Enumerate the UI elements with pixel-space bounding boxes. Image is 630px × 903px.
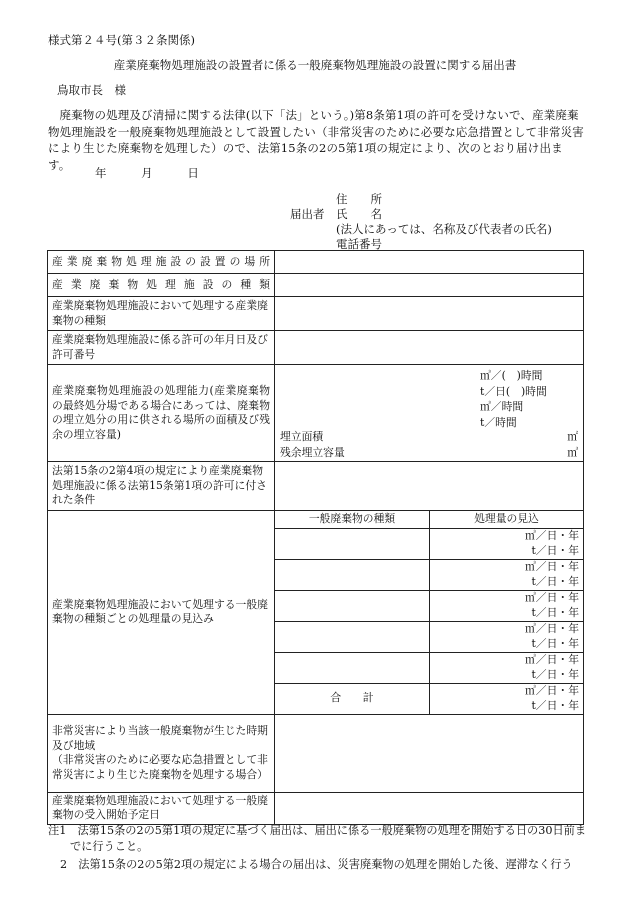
label-facility-type: 産業廃棄物処理施設の種類 (48, 274, 275, 297)
volume-unit: ㎥ (567, 445, 578, 459)
col-header-amount: 処理量の見込 (430, 511, 584, 529)
field-amount-3[interactable]: ㎥／日・年 t／日・年 (430, 590, 584, 621)
capacity-unit-4: t／時間 (480, 415, 517, 429)
field-kind-1[interactable] (275, 528, 430, 559)
notifier-block (290, 192, 552, 252)
field-amount-1[interactable]: ㎥／日・年 t／日・年 (430, 528, 584, 559)
document-title: 産業廃棄物処理施設の設置者に係る一般廃棄物処理施設の設置に関する届出書 (113, 58, 517, 72)
field-kind-2[interactable] (275, 559, 430, 590)
date-line (95, 165, 230, 181)
notifier-address: 住 所 (336, 192, 382, 206)
volume-label: 残余埋立容量 (280, 445, 345, 459)
landfill-block (280, 429, 578, 460)
area-unit: ㎡ (567, 430, 578, 443)
area-label: 埋立面積 (280, 430, 324, 443)
notifier-name-note: (法人にあっては、名称及び代表者の氏名) (336, 222, 552, 236)
notifier-label: 届出者 (290, 207, 325, 221)
field-amount-2[interactable]: ㎥／日・年 t／日・年 (430, 559, 584, 590)
label-estimate: 産業廃棄物処理施設において処理する一般廃棄物の種類ごとの処理量の見込み (48, 511, 275, 715)
addressee: 鳥取市長 様 (57, 83, 126, 97)
field-waste-type[interactable] (275, 297, 584, 331)
label-conditions: 法第15条の2第4項の規定により産業廃棄物処理施設に係る法第15条第1項の許可に付された条件 (48, 462, 275, 511)
date-year: 年 (95, 166, 107, 180)
capacity-units (480, 368, 547, 430)
note-1: 注1 法第15条の2の5第1項の規定に基づく届出は、届出に係る一般廃棄物の処理を開始する日の30日前までに行うこと。 (48, 824, 587, 853)
label-disaster: 非常災害により当該一般廃棄物が生じた時期及び地域 （非常災害のために必要な応急措置として非常災害により生じた廃棄物を処理する場合） (48, 714, 275, 792)
label-waste-type: 産業廃棄物処理施設において処理する産業廃棄物の種類 (48, 297, 275, 331)
capacity-unit-3: ㎥／時間 (480, 400, 524, 413)
label-capacity: 産業廃棄物処理施設の処理能力(産業廃棄物の最終処分場である場合にあっては、廃棄物の埋立処分の用に供される場所の面積及び残余の埋立容量) (48, 365, 275, 462)
label-start-date: 産業廃棄物処理施設において処理する一般廃棄物の受入開始予定日 (48, 792, 275, 824)
notification-table (47, 250, 584, 825)
field-kind-5[interactable] (275, 652, 430, 683)
date-day: 日 (187, 166, 199, 180)
capacity-unit-2: t／日( )時間 (480, 384, 547, 398)
date-month: 月 (141, 166, 153, 180)
label-location: 産業廃棄物処理施設の設置の場所 (48, 251, 275, 274)
field-kind-4[interactable] (275, 621, 430, 652)
field-amount-4[interactable]: ㎥／日・年 t／日・年 (430, 621, 584, 652)
notifier-name: 氏 名 (336, 207, 382, 221)
body-paragraph: 廃棄物の処理及び清掃に関する法律(以下「法」という。)第8条第1項の許可を受けないで、産業廃棄物処理施設を一般廃棄物処理施設として設置したい（非常災害のために必要な応急措置として非常災害により生じた廃棄物を処理した）ので、法第15条の2の5第1項の規定により、次のとおり届け出ます。 (48, 108, 584, 172)
field-amount-total[interactable]: ㎥／日・年 t／日・年 (430, 683, 584, 714)
field-conditions[interactable] (275, 462, 584, 511)
total-label: 合 計 (275, 683, 430, 714)
field-permit[interactable] (275, 331, 584, 365)
field-facility-type[interactable] (275, 274, 584, 297)
col-header-kind: 一般廃棄物の種類 (275, 511, 430, 529)
label-permit: 産業廃棄物処理施設に係る許可の年月日及び許可番号 (48, 331, 275, 365)
field-kind-3[interactable] (275, 590, 430, 621)
field-capacity[interactable] (275, 365, 584, 462)
form-number: 様式第２４号(第３２条関係) (48, 33, 195, 47)
field-disaster[interactable] (275, 714, 584, 792)
field-amount-5[interactable]: ㎥／日・年 t／日・年 (430, 652, 584, 683)
field-location[interactable] (275, 251, 584, 274)
capacity-unit-1: ㎥／( )時間 (480, 369, 543, 382)
note-2: 2 法第15条の2の5第2項の規定による場合の届出は、災害廃棄物の処理を開始した後、遅滞なく行う (60, 858, 573, 871)
field-start-date[interactable] (275, 792, 584, 824)
notes (48, 823, 588, 873)
notifier-phone: 電話番号 (336, 237, 382, 251)
